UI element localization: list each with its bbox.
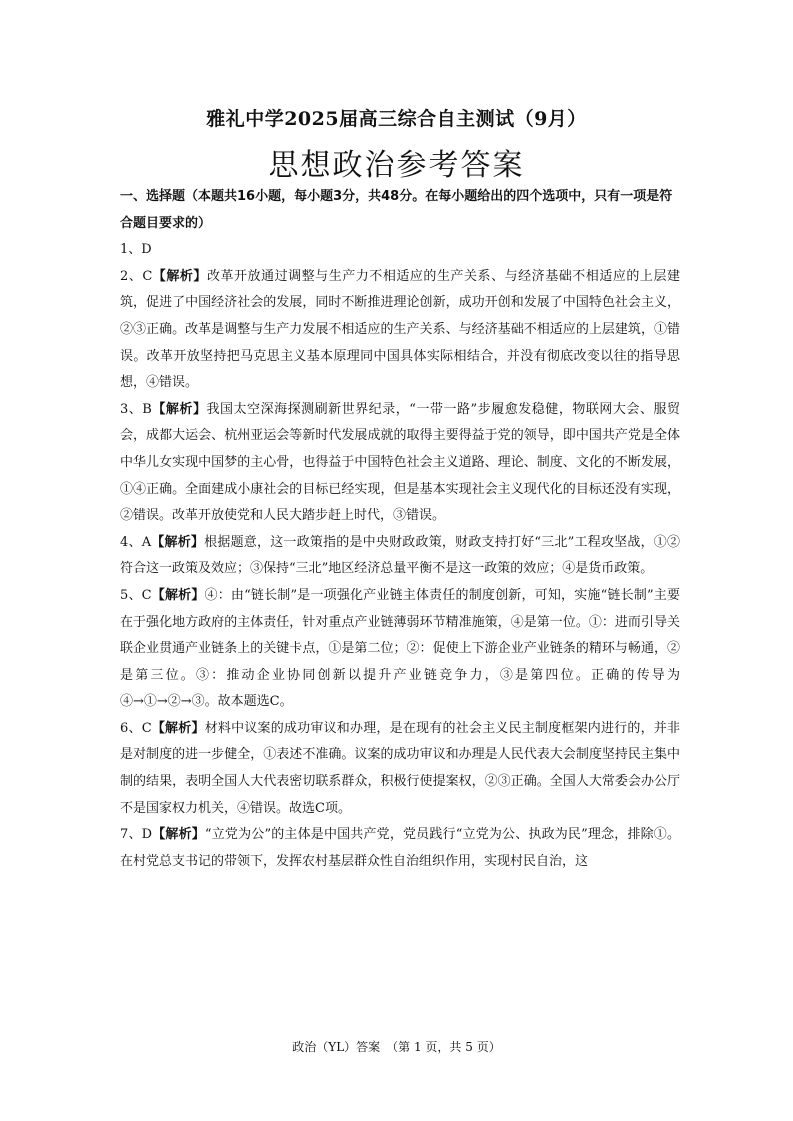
analysis-text: ④：由“链长制”是一项强化产业链主体责任的制度创新，可知，实施“链长制”主要在于强化地方政府的主体责任，针对重点产业链薄弱环节精准施策，④是第一位。①：进而引导关联企业贯通产业链条上的关键卡点，①是第二位；②：促使上下游企业产业链条的精环与畅通，②是第三位。③：推动企业协同创新以提升产业链竞争力，③是第四位。正确的传导为④→①→②→③。故本题选C。 [120, 587, 680, 710]
answer-number: 4、A [120, 534, 152, 550]
answer-item-4 [120, 530, 680, 583]
answer-number: 6、C [120, 720, 152, 736]
answer-number: 7、D [120, 827, 153, 843]
analysis-text: 改革开放通过调整与生产力不相适应的生产关系、与经济基础不相适应的上层建筑，促进了中国经济社会的发展，同时不断推进理论创新，成功开创和发展了中国特色社会主义，②③正确。改革是调整与生产力发展不相适应的生产关系、与经济基础不相适应的上层建筑，①错误。改革开放坚持把马克思主义基本原理同中国具体实际相结合，并没有彻底改变以往的指导思想，④错误。 [120, 268, 680, 391]
analysis-tag: 【解析】 [151, 401, 207, 417]
page-footer: 政治（YL）答案 （第 1 页，共 5 页） [292, 1040, 501, 1054]
answer-number: 2、C [120, 268, 153, 284]
answer-number: 5、C [120, 587, 152, 603]
analysis-tag: 【解析】 [151, 534, 205, 550]
exam-title: 雅礼中学2025届高三综合自主测试（9月） [206, 108, 587, 130]
answer-item-5 [120, 583, 680, 716]
answer-number: 3、B [120, 401, 152, 417]
answer-item-6 [120, 716, 680, 822]
analysis-text: “立党为公”的主体是中国共产党，党员践行“立党为公、执政为民”理念，排除①。在村党总支书记的带领下，发挥农村基层群众性自治组织作用，实现村民自治，这 [120, 827, 680, 869]
answer-item-2 [120, 264, 680, 397]
answer-item-7 [120, 822, 680, 875]
analysis-tag: 【解析】 [152, 268, 207, 284]
answer-item-1 [120, 237, 680, 264]
analysis-tag: 【解析】 [151, 587, 205, 603]
analysis-text: 根据题意，这一政策指的是中央财政政策，财政支持打好“三北”工程攻坚战，①②符合这一政策及效应；③保持“三北”地区经济总量平衡不是这一政策的效应；④是货币政策。 [120, 534, 680, 577]
answer-item-3 [120, 397, 680, 530]
analysis-tag: 【解析】 [151, 720, 205, 736]
analysis-text: 材料中议案的成功审议和办理，是在现有的社会主义民主制度框架内进行的，并非是对制度的进一步健全，①表述不准确。议案的成功审议和办理是人民代表大会制度坚持民主集中制的结果，表明全国人大代表密切联系群众，积极行使提案权，②③正确。全国人大常委会办公厅不是国家权力机关，④错误。故选C项。 [120, 720, 680, 816]
answer-number: 1、D [120, 242, 152, 258]
analysis-text: 我国太空深海探测刷新世界纪录，“一带一路”步履愈发稳健，物联网大会、服贸会，成都大运会、杭州亚运会等新时代发展成就的取得主要得益于党的领导，即中国共产党是全体中华儿女实现中国梦的主心骨，也得益于中国特色社会主义道路、理论、制度、文化的不断发展，①④正确。全面建成小康社会的目标已经实现，但是基本实现社会主义现代化的目标还没有实现，②错误。改革开放使党和人民大踏步赶上时代，③错误。 [120, 401, 680, 524]
answer-content [120, 184, 680, 875]
section-heading: 一、选择题（本题共16小题，每小题3分，共48分。在每小题给出的四个选项中，只有一项是符合题目要求的） [120, 189, 673, 231]
analysis-tag: 【解析】 [152, 827, 205, 843]
answer-key-title: 思想政治参考答案 [268, 148, 525, 183]
